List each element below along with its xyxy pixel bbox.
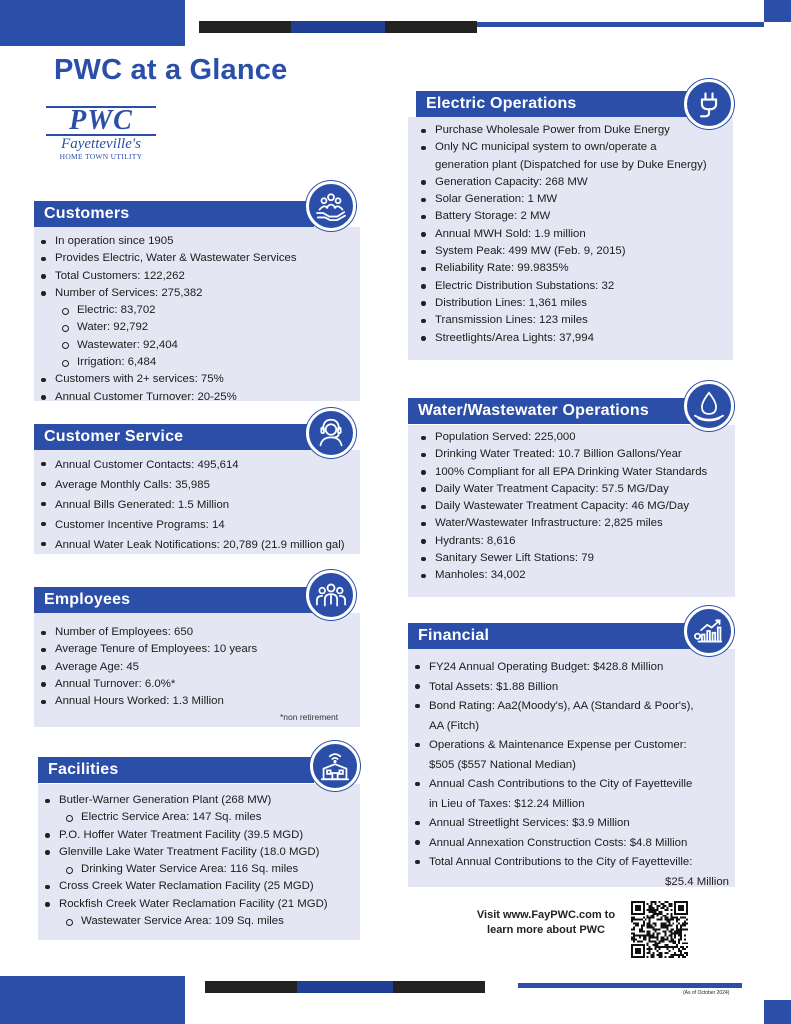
list-item: Drinking Water Service Area: 116 Sq. miles (42, 861, 328, 878)
list-item: Water/Wastewater Infrastructure: 2,825 miles (418, 515, 707, 532)
list-item: Total Assets: $1.88 Billion (412, 678, 735, 698)
as-of-date: (As of October 2024) (683, 990, 730, 996)
list-item: Number of Employees: 650 (38, 624, 257, 641)
list-item: Annual Water Leak Notifications: 20,789 (21.9 million gal) (38, 535, 345, 555)
top-thin-line (477, 22, 764, 27)
building-wifi-icon (310, 741, 360, 791)
customers-heading: Customers (34, 201, 314, 227)
list-item: Annual Customer Contacts: 495,614 (38, 455, 345, 475)
list-item: P.O. Hoffer Water Treatment Facility (39.5 MGD) (42, 827, 328, 844)
list-item: In operation since 1905 (38, 233, 297, 250)
list-item: $25.4 Million (665, 875, 729, 888)
qr-code-icon[interactable] (631, 901, 688, 958)
list-item: Rockfish Creek Water Reclamation Facility (21 MGD) (42, 896, 328, 913)
bottom-thin-line (518, 983, 742, 988)
list-item: Electric: 83,702 (38, 302, 297, 319)
list-item: Daily Wastewater Treatment Capacity: 46 MG/Day (418, 498, 707, 515)
list-item: Streetlights/Area Lights: 37,994 (418, 330, 707, 347)
list-item: $505 ($557 National Median) (429, 758, 576, 771)
bottom-blue-bar (297, 981, 393, 993)
logo-name: Fayetteville's (61, 136, 141, 152)
list-item: Annual Customer Turnover: 20-25% (38, 389, 297, 406)
list-item: Number of Services: 275,382 (38, 285, 297, 302)
list-item: Transmission Lines: 123 miles (418, 312, 707, 329)
list-item: Only NC municipal system to own/operate a (418, 139, 707, 156)
finance-chart-icon (684, 606, 734, 656)
list-item: Cross Creek Water Reclamation Facility (25 MGD) (42, 878, 328, 895)
employees-heading: Employees (34, 587, 314, 613)
customer-service-list (38, 455, 345, 555)
list-item: Irrigation: 6,484 (38, 354, 297, 371)
top-dark-bar-2 (385, 21, 477, 33)
list-item: Total Customers: 122,262 (38, 268, 297, 285)
customers-list (38, 233, 297, 406)
list-item: Average Monthly Calls: 35,985 (38, 475, 345, 495)
list-item: Battery Storage: 2 MW (418, 208, 707, 225)
visit-website-text (456, 908, 636, 938)
list-item: Population Served: 225,000 (418, 429, 707, 446)
list-item: Solar Generation: 1 MW (418, 191, 707, 208)
bottom-dark-bar-2 (393, 981, 485, 993)
list-item: AA (Fitch) (429, 719, 480, 732)
list-item: Wastewater Service Area: 109 Sq. miles (42, 913, 328, 930)
list-item: Hydrants: 8,616 (418, 533, 707, 550)
list-item: Reliability Rate: 99.9835% (418, 260, 707, 277)
list-item: Annual Cash Contributions to the City of Fayetteville (412, 775, 735, 795)
list-item: 100% Compliant for all EPA Drinking Water Standards (418, 464, 707, 481)
list-item: Electric Service Area: 147 Sq. miles (42, 809, 328, 826)
water-drop-icon (684, 381, 734, 431)
bottom-dark-bar-1 (205, 981, 297, 993)
list-item: Water: 92,792 (38, 319, 297, 336)
water-heading: Water/Wastewater Operations (408, 398, 690, 424)
list-item: Customers with 2+ services: 75% (38, 371, 297, 388)
list-item: Average Tenure of Employees: 10 years (38, 641, 257, 658)
water-list (418, 429, 707, 585)
top-blue-bar (291, 21, 385, 33)
list-item: Generation Capacity: 268 MW (418, 174, 707, 191)
list-item: System Peak: 499 MW (Feb. 9, 2015) (418, 243, 707, 260)
list-item: Provides Electric, Water & Wastewater Services (38, 250, 297, 267)
bottom-right-bar (764, 1000, 791, 1024)
list-item: Sanitary Sewer Lift Stations: 79 (418, 550, 707, 567)
employees-footnote: *non retirement (280, 712, 339, 722)
hand-people-icon (306, 181, 356, 231)
list-item: in Lieu of Taxes: $12.24 Million (429, 797, 585, 810)
facilities-list (42, 792, 328, 930)
list-item: Annual MWH Sold: 1.9 million (418, 226, 707, 243)
logo-brand: PWC (46, 106, 156, 136)
list-item: Annual Hours Worked: 1.3 Million (38, 693, 257, 710)
logo-tagline: HOME TOWN UTILITY (59, 152, 143, 161)
employees-list (38, 624, 257, 710)
list-item: Drinking Water Treated: 10.7 Billion Gallons/Year (418, 446, 707, 463)
list-item: Annual Bills Generated: 1.5 Million (38, 495, 345, 515)
list-item: Daily Water Treatment Capacity: 57.5 MG/Day (418, 481, 707, 498)
pwc-logo (46, 106, 156, 162)
list-item: Customer Incentive Programs: 14 (38, 515, 345, 535)
list-item: Electric Distribution Substations: 32 (418, 278, 707, 295)
list-item: generation plant (Dispatched for use by Duke Energy) (435, 158, 707, 171)
visit-line-1: Visit www.FayPWC.com to (476, 909, 616, 921)
list-item: Glenville Lake Water Treatment Facility (18.0 MGD) (42, 844, 328, 861)
list-item: Manholes: 34,002 (418, 567, 707, 584)
list-item: FY24 Annual Operating Budget: $428.8 Million (412, 658, 735, 678)
list-item: Annual Annexation Construction Costs: $4.8 Million (412, 834, 735, 854)
page-title: PWC at a Glance (54, 54, 288, 86)
list-item: Butler-Warner Generation Plant (268 MW) (42, 792, 328, 809)
list-item: Average Age: 45 (38, 659, 257, 676)
headset-agent-icon (306, 408, 356, 458)
top-dark-bar-1 (199, 21, 291, 33)
customer-service-heading: Customer Service (34, 424, 314, 450)
electric-list (418, 122, 707, 347)
list-item: Operations & Maintenance Expense per Customer: (412, 736, 735, 756)
list-item: Annual Streetlight Services: $3.9 Million (412, 814, 735, 834)
financial-heading: Financial (408, 623, 690, 649)
list-item: Total Annual Contributions to the City of Fayetteville: (412, 853, 735, 873)
top-right-bar (764, 0, 791, 22)
electric-heading: Electric Operations (416, 91, 698, 117)
financial-list (412, 658, 735, 892)
list-item: Bond Rating: Aa2(Moody's), AA (Standard & Poor's), (412, 697, 735, 717)
list-item: Annual Turnover: 6.0%* (38, 676, 257, 693)
bottom-left-bar (0, 976, 185, 1024)
list-item: Distribution Lines: 1,361 miles (418, 295, 707, 312)
facilities-heading: Facilities (38, 757, 314, 783)
top-left-bar (0, 0, 185, 46)
employees-group-icon (306, 570, 356, 620)
visit-line-2: learn more about PWC (487, 924, 605, 936)
list-item: Wastewater: 92,404 (38, 337, 297, 354)
list-item: Purchase Wholesale Power from Duke Energy (418, 122, 707, 139)
